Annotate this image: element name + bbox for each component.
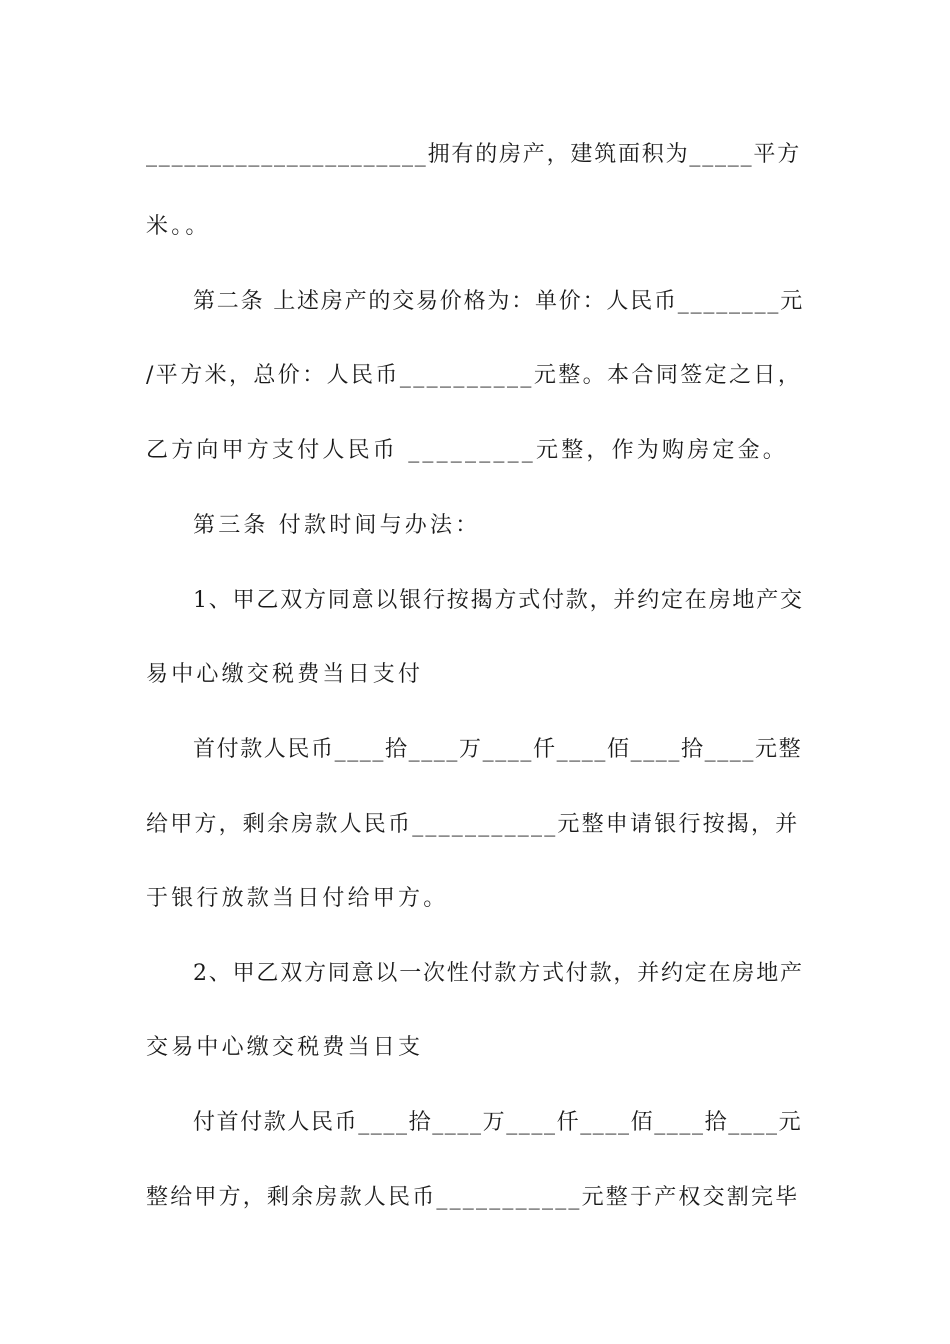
article-2-line-1: 第二条 上述房产的交易价格为：单价：人民币________元 (193, 289, 804, 314)
article-2-line-2: /平方米，总价：人民币__________元整。本合同签定之日， (146, 363, 803, 388)
clause-2-down-payment-line: 付首付款人民币____拾____万____仟____佰____拾____元 (193, 1110, 803, 1135)
clause-2-line-1: 2、甲乙双方同意以一次性付款方式付款，并约定在房地产 (193, 961, 804, 986)
clause-1-closing-line: 于银行放款当日付给甲方。 (146, 886, 449, 911)
clause-1-line-1: 1、甲乙双方同意以银行按揭方式付款，并约定在房地产交 (193, 588, 804, 613)
clause-2-remaining-line: 整给甲方，剩余房款人民币___________元整于产权交割完毕 (146, 1185, 800, 1210)
article-3-heading: 第三条 付款时间与办法： (193, 513, 481, 538)
clause-1-remaining-line: 给甲方，剩余房款人民币___________元整申请银行按揭，并 (146, 812, 800, 837)
clause-1-line-2: 易中心缴交税费当日支付 (146, 662, 424, 687)
clause-1-down-payment-line: 首付款人民币____拾____万____仟____佰____拾____元整 (193, 737, 803, 762)
clause-2-line-2: 交易中心缴交税费当日支 (146, 1035, 424, 1060)
paragraph-line-property-area: ______________________拥有的房产，建筑面积为_____平方 (146, 142, 802, 167)
article-2-line-3: 乙方向甲方支付人民币 _________元整，作为购房定金。 (146, 438, 788, 463)
paragraph-line-property-area-end: 米。。 (146, 214, 211, 239)
